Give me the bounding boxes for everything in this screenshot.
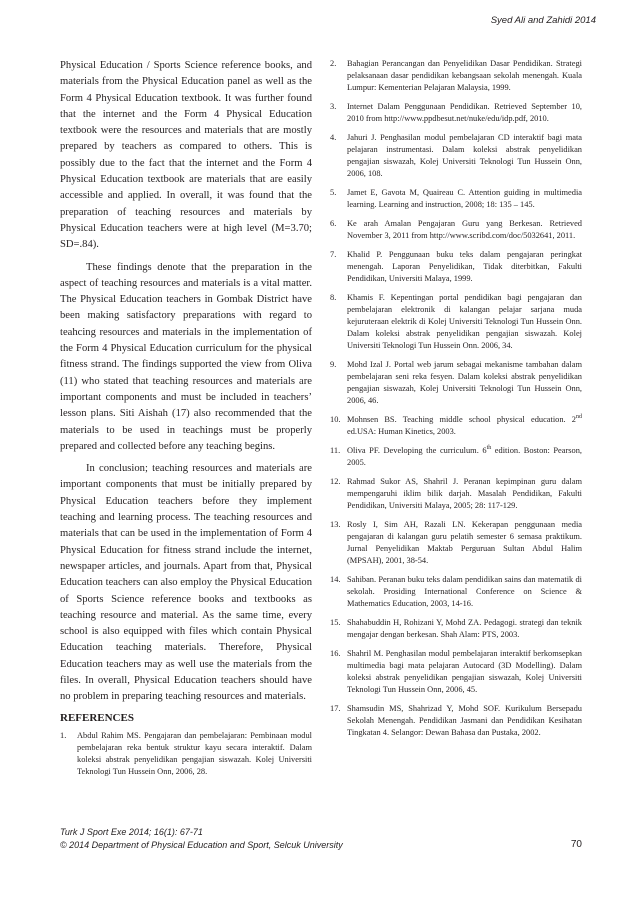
reference-text: Rosly I, Sim AH, Razali LN. Kekerapan penggunaan media pengajaran di kalangan guru pelatih semester 6 semasa praktikum. Jurnal Penyelidikan Maktab Perguruan Sultan Abdul Halim (MPSAH), 2001, 38-54.	[347, 520, 582, 565]
reference-item	[330, 132, 582, 180]
reference-item	[330, 359, 582, 407]
reference-text: Mohd Izal J. Portal web jarum sebagai mekanisme tambahan dalam pembelajaran seni reka fesyen. Dalam koleksi abstrak penyelidikan pengajian siswazah, Kolej Universiti Teknologi Tun Hussein Onn, 2006, 46.	[347, 360, 582, 405]
reference-text: Shahabuddin H, Rohizani Y, Mohd ZA. Pedagogi. strategi dan teknik mengajar dengan berkesan. Shah Alam: PTS, 2003.	[347, 618, 582, 639]
reference-item	[60, 730, 312, 778]
reference-number: 10.	[330, 415, 341, 424]
running-header: Syed Ali and Zahidi 2014	[490, 15, 596, 26]
reference-text: Sahiban. Peranan buku teks dalam pendidikan sains dan matematik di sekolah. Prosiding International Conference on Science & Mathematics Education, 2003, 14-16.	[347, 575, 582, 608]
reference-text-tail: edition. Boston: Pearson, 2005.	[347, 446, 582, 467]
reference-item	[330, 58, 582, 94]
right-column	[330, 58, 582, 746]
journal-citation: Turk J Sport Exe 2014; 16(1): 67-71	[60, 827, 203, 837]
reference-item	[330, 476, 582, 512]
reference-item	[330, 445, 582, 469]
reference-item	[330, 218, 582, 242]
reference-text: Bahagian Perancangan dan Penyelidikan Dasar Pendidikan. Strategi pelaksanaan dasar pendidikan kebangsaan sekolah menengah. Kuala Lumpur: Kementerian Pelajaran Malaysia, 1999.	[347, 59, 582, 92]
reference-item	[330, 187, 582, 211]
reference-item	[330, 292, 582, 352]
reference-number: 8.	[330, 293, 337, 302]
reference-text-main: Oliva PF. Developing the curriculum. 6	[347, 446, 487, 455]
left-column	[60, 58, 312, 785]
reference-text-main: Mohnsen BS. Teaching middle school physical education. 2	[347, 415, 576, 424]
reference-item	[330, 519, 582, 567]
reference-text: Jamet E, Gavota M, Quaireau C. Attention guiding in multimedia learning. Learning and instruction, 2008; 18: 135 – 145.	[347, 188, 582, 209]
reference-item	[330, 574, 582, 610]
reference-number: 2.	[330, 59, 337, 68]
page-footer	[60, 826, 343, 852]
reference-number: 4.	[330, 133, 337, 142]
reference-text: Rahmad Sukor AS, Shahril J. Peranan kepimpinan guru dalam mempengaruhi iklim bilik darjah. Masalah Pendidikan, Fakulti Pendidikan, Universiti Malaya, 2005; 28: 117-129.	[347, 477, 582, 510]
reference-number: 16.	[330, 649, 341, 658]
reference-item	[330, 414, 582, 438]
reference-number: 3.	[330, 102, 337, 111]
reference-text: Abdul Rahim MS. Pengajaran dan pembelajaran: Pembinaan modul pembelajaran reka bentuk struktur kayu secara interaktif. Dalam koleksi abstrak penyelidikan pengajian siswazah. Kolej Universiti Teknologi Tun Hussein Onn, 2006, 28.	[77, 730, 312, 776]
reference-number: 9.	[330, 360, 337, 369]
copyright-notice: © 2014 Department of Physical Education and Sport, Selcuk University	[60, 840, 343, 850]
body-paragraph: Physical Education / Sports Science reference books, and materials from the Physical Education panel as well as the Form 4 Physical Education textbook. It was further found that the internet and the Form 4 Physical Education textbook were the resources and materials that are mostly prepared by teachers as compared to others. This is possibly due to the fact that the internet and the Form 4 Physical Education textbook are materials that are easily accessible and applied. In overall, it was found that the preparation of teaching resources and materials by Physical Education teachers were at high level (M=3.70; SD=.84).	[60, 60, 312, 251]
reference-superscript: th	[486, 445, 492, 452]
references-heading: REFERENCES	[60, 711, 134, 724]
reference-number: 15.	[330, 618, 341, 627]
reference-number: 1.	[60, 730, 67, 740]
reference-item	[330, 249, 582, 285]
page-number: 70	[570, 839, 582, 850]
reference-number: 12.	[330, 477, 341, 486]
reference-item	[330, 648, 582, 696]
reference-text-tail: ed.USA: Human Kinetics, 2003.	[347, 427, 456, 436]
reference-superscript: nd	[576, 414, 582, 421]
reference-text: Internet Dalam Penggunaan Pendidikan. Retrieved September 10, 2010 from http://www.ppdbesut.net/nuke/edu/idp.pdf, 2010.	[347, 102, 582, 123]
reference-text: Ke arah Amalan Pengajaran Guru yang Berkesan. Retrieved November 3, 2011 from http://www.scribd.com/doc/5032641, 2011.	[347, 219, 582, 240]
reference-item	[330, 617, 582, 641]
reference-text	[347, 445, 582, 469]
reference-text	[347, 414, 582, 438]
reference-item	[330, 101, 582, 125]
reference-text: Jahuri J. Penghasilan modul pembelajaran CD interaktif bagi mata pelajaran instrumentasi. Dalam koleksi abstrak penyelidikan pengajian siswazah, Kolej Universiti Teknologi Tun Hussein Onn, 2006, 108.	[347, 133, 582, 178]
reference-text: Khalid P. Penggunaan buku teks dalam pengajaran peringkat menengah. Laporan Penyelidikan, Tidak diterbitkan, Fakulti Pendidikan, Universiti Malaya, 1999.	[347, 250, 582, 283]
body-paragraph: These findings denote that the preparation in the aspect of teaching resources and materials is a vital matter. The Physical Education teachers in Gombak District have been making satisfactory preparations with regard to teahcing resources and materials in the implementation of the Form 4 Physical Education curriculum for the physical fitness strand. The findings supported the view from Oliva (11) who stated that teaching resources and materials are important components and must be included in teachers’ lesson plans. Siti Aishah (17) also recommended that the materials to be used in teachings must be properly prepared and collected before any teaching begins.	[60, 261, 312, 452]
reference-number: 17.	[330, 704, 341, 713]
reference-number: 5.	[330, 188, 337, 197]
reference-text: Shamsudin MS, Shahrizad Y, Mohd SOF. Kurikulum Bersepadu Sekolah Menengah. Pendidikan Jasmani dan Pendidikan Kesihatan Tingkatan 4. Selangor: Dewan Bahasa dan Pustaka, 2002.	[347, 704, 582, 737]
body-paragraph: In conclusion; teaching resources and materials are important components that must be initially prepared by Physical Education teachers before they implement teaching and learning process. The teaching resources and materials that can be used in the implementation of Form 4 Physical Education for fitness strand include the internet, newspaper articles, and journals. Apart from that, Physical Education teachers can also employ the Physical Education of Sports Science reference books and textbooks as teaching resource and material. As the same time, every school is also equipped with files which contain Physical Education teaching materials. Therefore, Physical Education teachers may as well use the materials from the files. In overall, Physical Education teachers should have no problem in preparing teaching resources and materials.	[60, 463, 312, 703]
reference-item	[330, 703, 582, 739]
reference-number: 13.	[330, 520, 341, 529]
reference-number: 7.	[330, 250, 337, 259]
reference-number: 11.	[330, 446, 341, 455]
reference-number: 14.	[330, 575, 341, 584]
reference-text: Khamis F. Kepentingan portal pendidikan bagi pengajaran dan pembelajaran elektronik di kalangan pelajar sarjana muda kejuruteraan elektrik di Kolej Universiti Teknologi Tun Hussein Onn. Dalam koleksi abstrak penyelidikan pengajian siswazah. Kolej Universiti Teknologi Tun Hussein Onn. 2006, 34.	[347, 293, 582, 350]
reference-number: 6.	[330, 219, 337, 228]
reference-text: Shahril M. Penghasilan modul pembelajaran interaktif berkomsepkan multimedia bagi mata pelajaran Autocard (3D Modelling). Dalam koleksi abstrak penyelidikan pengajian siswazah, Kolej Universiti Teknologi Tun Hussein Onn, 2006, 45.	[347, 649, 582, 694]
